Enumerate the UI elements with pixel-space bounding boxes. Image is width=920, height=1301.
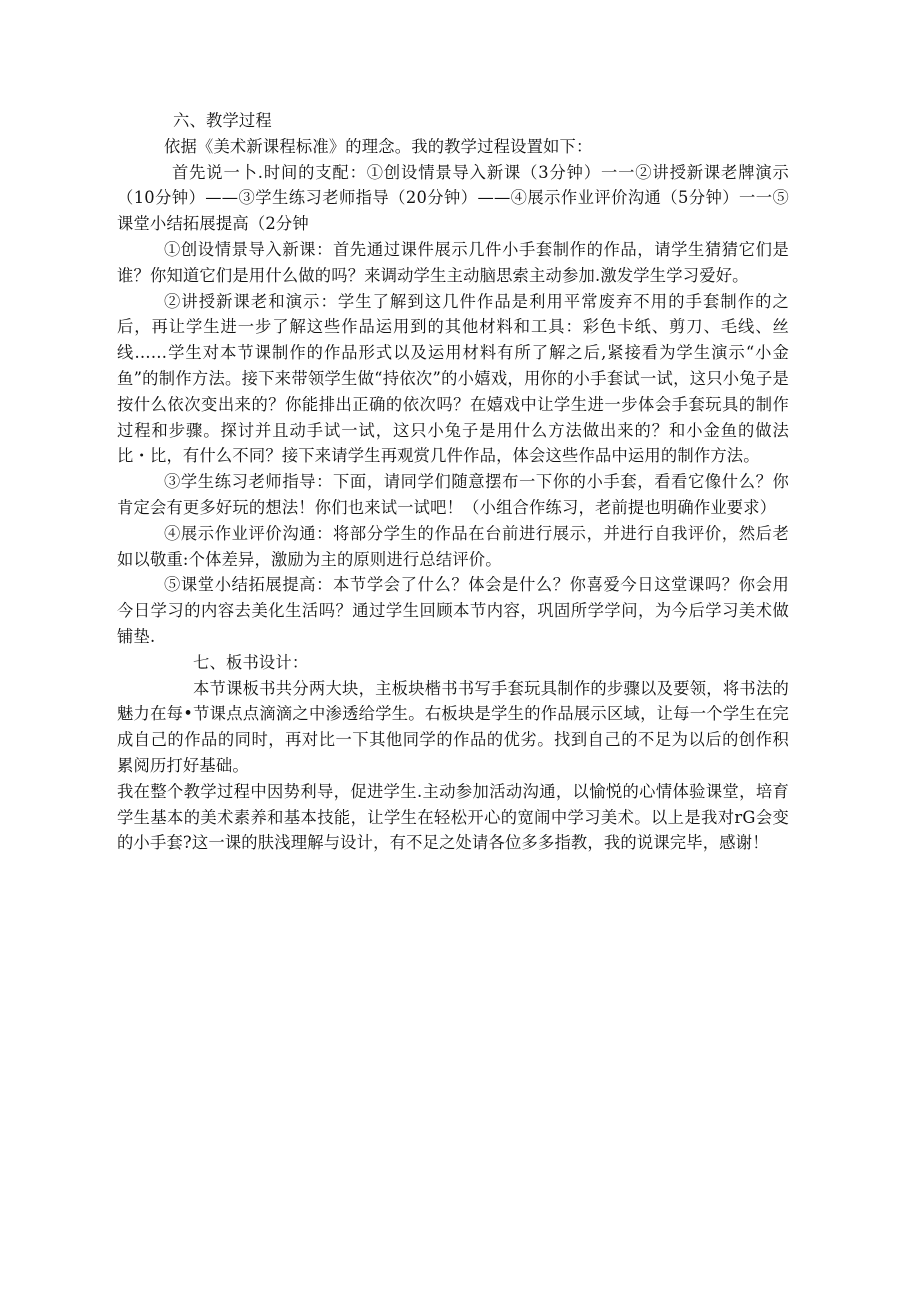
section-6-heading: 六、教学过程 xyxy=(173,111,272,130)
step-4-paragraph: ④展示作业评价沟通：将部分学生的作品在台前进行展示，并进行自我评价，然后老如以敬重:个体差异，激励为主的原则进行总结评价。 xyxy=(117,523,789,569)
closing-paragraph: 我在整个教学过程中因势利导，促进学生.主动参加活动沟通，以愉悦的心情体验课堂，培育学生基本的美术素养和基本技能，让学生在轻松开心的宽闹中学习美术。以上是我对rG会变的小手套?这一课的肤浅理解与设计，有不足之处请各位多多指教，我的说课完毕，感谢！ xyxy=(117,781,789,853)
step-5-paragraph: ⑤课堂小结拓展提高：本节学会了什么？体会是什么？你喜爱今日这堂课吗？你会用今日学习的内容去美化生活吗？通过学生回顾本节内容，巩固所学学问，为今后学习美术做铺垫. xyxy=(117,575,789,646)
board-design-paragraph: 本节课板书共分两大块，主板块楷书书写手套玩具制作的步骤以及要领，将书法的魅力在每•节课点点滴滴之中渗透给学生。右板块是学生的作品展示区域，让每一个学生在完成自己的作品的同时，再对比一下其他同学的作品的优劣。找到自己的不足为以后的创作积累阅历打好基础。 xyxy=(117,678,789,775)
step-2-paragraph: ②讲授新课老和演示：学生了解到这几件作品是利用平常废弃不用的手套制作的之后，再让学生进一步了解这些作品运用到的其他材料和工具：彩色卡纸、剪刀、毛线、丝线……学生对本节课制作的作品形式以及运用材料有所了解之后,紧接看为学生演示“小金鱼”的制作方法。接下来带领学生做“持依次”的小嬉戏，用你的小手套试一试，这只小兔子是按什么依次变出来的？你能排出正确的依次吗？在嬉戏中让学生进一步体会手套玩具的制作过程和步骤。探讨并且动手试一试，这只小兔子是用什么方法做出来的？和小金鱼的做法比・比，有什么不同？接下来请学生再观赏几件作品，体会这些作品中运用的制作方法。 xyxy=(117,291,790,466)
document-body xyxy=(117,108,789,856)
time-allocation-paragraph: 首先说一卜.时间的支配：①创设情景导入新课（3分钟）一一②讲授新课老牌演示（10分钟）——③学生练习老师指导（20分钟）——④展示作业评价沟通（5分钟）一一⑤课堂小结拓展提高（2分钟 xyxy=(117,162,789,234)
step-1-paragraph: ①创设情景导入新课：首先通过课件展示几件小手套制作的作品，请学生猜猜它们是谁？你知道它们是用什么做的吗？来调动学生主动脑思索主动参加.激发学生学习爱好。 xyxy=(117,239,789,285)
intro-paragraph: 依据《美术新课程标准》的理念。我的教学过程设置如下： xyxy=(164,136,593,156)
step-3-paragraph: ③学生练习老师指导：下面，请同学们随意摆布一下你的小手套，看看它像什么？你肯定会有更多好玩的想法！你们也来试一试吧！（小组合作练习，老前提也明确作业要求） xyxy=(117,472,789,517)
section-7-heading: 七、板书设计： xyxy=(193,652,309,672)
